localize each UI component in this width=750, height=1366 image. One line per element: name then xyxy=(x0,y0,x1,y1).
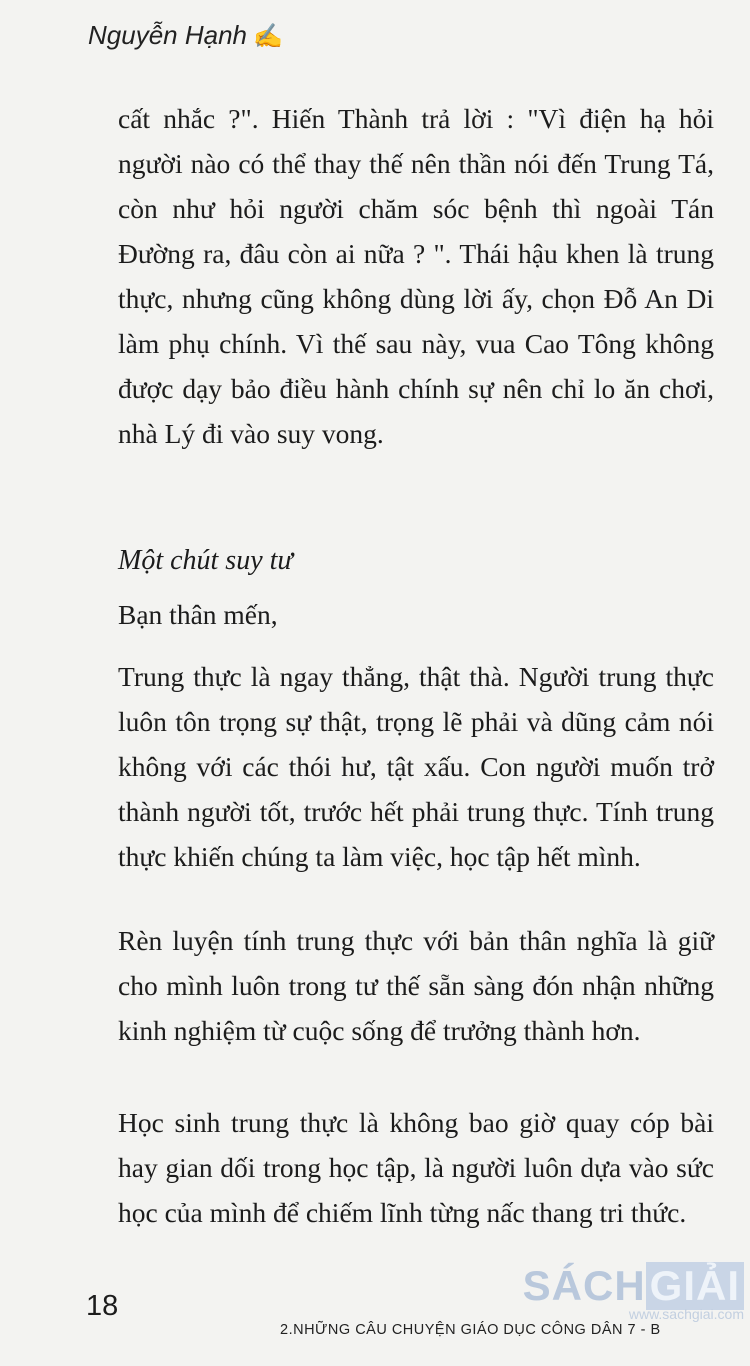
book-title-footer: 2.NHỮNG CÂU CHUYỆN GIÁO DỤC CÔNG DÂN 7 - B xyxy=(280,1322,661,1338)
author-name: Nguyễn Hạnh xyxy=(88,20,247,50)
page-header xyxy=(88,20,283,51)
watermark-url: www.sachgiai.com xyxy=(628,1306,744,1322)
watermark-brand-part2: GIẢI xyxy=(646,1262,744,1310)
paragraph-student-honesty: Học sinh trung thực là không bao giờ quay cóp bài hay gian dối trong học tập, là người luôn dựa vào sức học của mình để chiếm lĩnh từng nấc thang tri thức. xyxy=(118,1107,714,1228)
paragraph-honesty-definition: Trung thực là ngay thẳng, thật thà. Người trung thực luôn tôn trọng sự thật, trọng lẽ phải và dũng cảm nói không với các thói hư, tật xấu. Con người muốn trở thành người tốt, trước hết phải trung thực. Tính trung thực khiến chúng ta làm việc, học tập hết mình. xyxy=(118,661,714,872)
paragraph-self-training: Rèn luyện tính trung thực với bản thân nghĩa là giữ cho mình luôn trong tư thế sẵn sàng đón nhận những kinh nghiệm từ cuộc sống để trưởng thành hơn. xyxy=(118,925,714,1046)
pen-writing-icon: ✍ xyxy=(253,23,283,50)
watermark-logo xyxy=(523,1262,744,1310)
section-heading: Một chút suy tư xyxy=(118,545,293,576)
watermark-brand-part1: SÁCH xyxy=(522,1262,646,1309)
watermark xyxy=(523,1262,744,1322)
page-number: 18 xyxy=(86,1290,119,1322)
paragraph-story-ending: cất nhắc ?". Hiến Thành trả lời : "Vì điện hạ hỏi người nào có thể thay thế nên thần nói đến Trung Tá, còn như hỏi người chăm sóc bệnh thì ngoài Tán Đường ra, đâu còn ai nữa ? ". Thái hậu khen là trung thực, nhưng cũng không dùng lời ấy, chọn Đỗ An Di làm phụ chính. Vì thế sau này, vua Cao Tông không được dạy bảo điều hành chính sự nên chỉ lo ăn chơi, nhà Lý đi vào suy vong. xyxy=(118,103,714,449)
greeting: Bạn thân mến, xyxy=(118,599,278,630)
